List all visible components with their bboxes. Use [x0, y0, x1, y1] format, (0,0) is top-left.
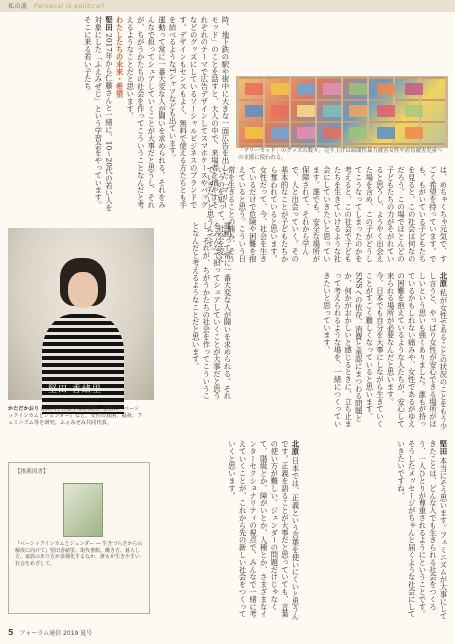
- profile-text: 法政大学社会学部准教授。著書に『ベーシックインカムとジェンダー』など。女性の貧困、福祉、フェミニズム等を研究。ふぇみぜみ共同代表。: [8, 406, 143, 426]
- goods-box: [245, 127, 263, 139]
- section-subtitle-en: Personal is political!: [33, 3, 106, 10]
- goods-shelf-photo: [236, 76, 448, 148]
- goods-box: [297, 83, 315, 95]
- book-box-title: 【推薦図書】: [15, 469, 49, 475]
- article-column-top-right: [205, 166, 448, 266]
- paragraph-safe-place: 私が女性であることの状況のことをもう少し言うと、やっぱり女性が安心できる場所がほしいという思いも強くありました。誰もが持っているかもしれない痛みや、女性であるがゆえの困難を抱えているような人たちが、安心して来られる場所が必要なんだと思います。: [386, 272, 448, 430]
- speaker-kitahara-2: 北原: [291, 440, 300, 455]
- portrait-name-label: 堅田 香緒里: [48, 385, 102, 395]
- book-description: 『ベーシックインカムとジェンダー — 生きづらさからの解放に向けて』堅田香緒里、現代書館。働き方、暮らし方、家族のあり方が多様化するなか、誰もが生きやすい社会をめざして。: [15, 541, 143, 567]
- goods-box: [323, 83, 341, 95]
- section-header: [8, 1, 105, 10]
- speaker-kitahara: 北原: [439, 272, 448, 287]
- portrait-face: [68, 272, 98, 308]
- goods-box: [349, 105, 367, 117]
- paragraph-femizemi: 2017年から仁藤さんと一緒に、10〜20代の若い人を対象にした「ふえみぜじ」という学習会をやっています。そこに来る若い子たち: [83, 16, 114, 212]
- speaker-katada: 堅田: [104, 16, 114, 31]
- goods-box: [297, 127, 315, 139]
- paragraph-hope: は、めちゃくちゃ元気で、すごく希望を持っています。でも、もがいている子どもたちを見ると、この社会は何なのだろう。この場でほとんどの子どもたちの力がそがれていると思うし、ようやく出会えた場を含め、この子がどうしてこうなってしまったのかを考えると、この社会で子どもたちを生きていけるような社会にしていきたいと思っています。誰でも、安全な場所が保障されて、それから学んで、人と出会っていく。その基本的なことが子どもたちから奪われていると思います。女性だって、今、社会を生きているだけで危険や困難を抱えていると思う。こういう日常を生きることの痛み、そういうのを知って、社会を変えていきたいと思うんです。: [205, 166, 448, 263]
- article-column-bottom-left: [152, 440, 300, 620]
- page-number: 5: [8, 628, 14, 637]
- goods-box: [349, 83, 367, 95]
- article-column-top-left: [10, 16, 230, 212]
- katada-portrait-photo: [8, 228, 154, 400]
- article-column-mid-center: [160, 222, 232, 402]
- book-cover-image: [63, 483, 103, 537]
- paragraph-movement: 運動って常に一番大変な人が闘いを求められる。それをみんなで担ってシェアしていくことが大事だと思うし、それが、ちがうかたちの社会を作ってこういうことなんだと考えるようなことだと思います。: [125, 16, 167, 209]
- publication-name: フォーラム通信 2019 夏号: [19, 630, 93, 637]
- article-column-mid-right: [236, 272, 448, 432]
- paragraph-justice: 日本では、正義という言葉を使いにくいと思うんです。正義を語ることが大事だと思っていても、言葉の使い方が難しい。ジェンダーの問題だけじゃなくて、階級とか、障がいとか、人種とか、さまざまなインターセクショナリティの視点で、みんなで一緒に考えていくことが、これから先の新しい社会をつくっていくと思います。: [227, 440, 300, 620]
- page-footer: [8, 628, 92, 637]
- article-column-bottom-right: [304, 440, 448, 620]
- paragraph-feminism: 本当にそう思います。フェミニズムが大事にしてきたことは、どんな人でも生きられる社会をつくろう、一人ひとりが尊重されるようにということです。そうしたメッセージがちゃんと届くような社会にしていきたいですね。: [396, 440, 448, 620]
- goods-box: [405, 83, 423, 95]
- shelf-photo-caption: 「マリーモッド」のグッズの数々。売り上げは暗闇性暴力被害女性や虐待被害児童への支援に使われる。: [238, 148, 443, 161]
- goods-box: [245, 83, 263, 95]
- goods-box: [377, 83, 395, 95]
- goods-box: [297, 105, 315, 117]
- goods-box: [377, 127, 395, 139]
- goods-box: [271, 127, 289, 139]
- goods-box: [377, 105, 395, 117]
- profile-name: かただかおり: [8, 406, 40, 412]
- section-title: 私の説: [8, 3, 28, 10]
- profile-block: [8, 406, 144, 427]
- portrait-striped-shirt: [42, 314, 124, 414]
- goods-box: [405, 105, 423, 117]
- book-recommendation-box: [8, 462, 150, 614]
- goods-box: [405, 127, 423, 139]
- goods-box: [245, 105, 263, 117]
- goods-box: [271, 83, 289, 95]
- paragraph-continued: 運動って常に一番大変な人が闘いを求められる。それをみんなで担ってシェアしていくことが大事だと思うし、それが、ちがうかたちの社会を作ってこういうことなんだと考えるようなことだと思います。: [191, 222, 232, 400]
- goods-box: [271, 105, 289, 117]
- goods-box: [323, 127, 341, 139]
- paragraph-marie-mod: 時、地下鉄の駅や街中に大きな一面広告を出した「マリーモッド」のことを話すと、大人の中で、来場者を増やすそれぞれのテーマで広告デザインしてスマホケースやバッグなどのグッズにしているソーシャルビジネスのブランドです。デザインもセンスもよく、無料で使える方たちとも手を結べるようなTシャツなども出ています。: [168, 16, 230, 209]
- speaker-katada-2: 堅田: [439, 440, 448, 455]
- heading-future-hope: わたしたちの未来・希望: [115, 16, 125, 98]
- goods-box: [323, 105, 341, 117]
- goods-box: [349, 127, 367, 139]
- paragraph-sns: 今、日本でも自分を大事にしながら生きていくことがすごく難しくなっていると思います。SNSへの依存、消費と承認にまつわる問題とか、何かがおかしいと感じるときに、立ち止まって考えられるような場を、一緒につくっていきたいと思っています。: [322, 272, 385, 428]
